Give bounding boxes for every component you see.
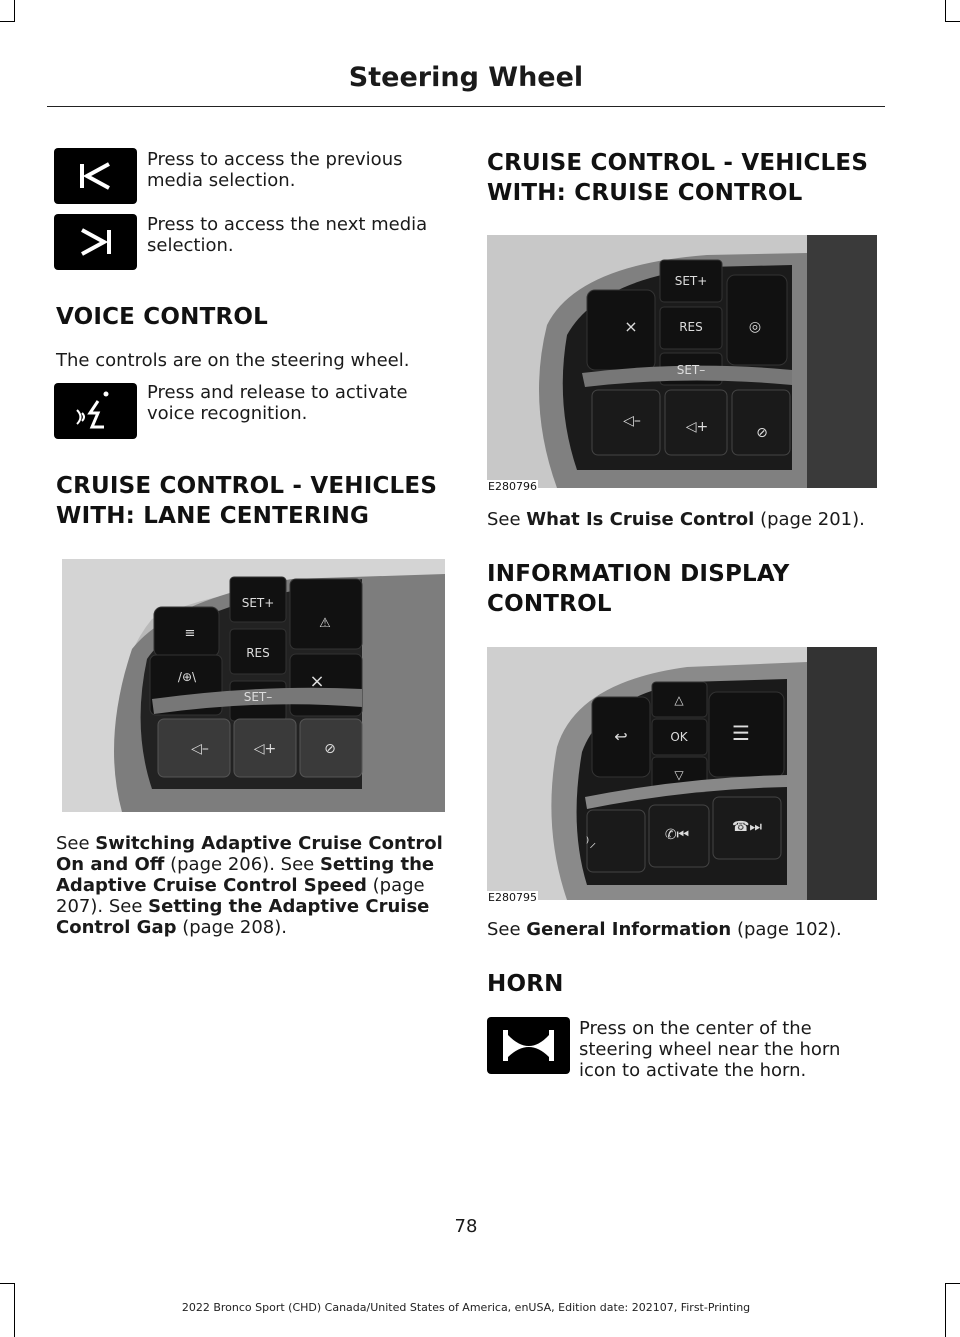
crop-mark — [945, 21, 960, 22]
switching-acc-link[interactable]: Switching Adaptive Cruise Control On and Off — [56, 833, 443, 875]
page-ref: (page 102). — [731, 919, 842, 940]
see-text: See — [108, 896, 149, 917]
page-ref: (page 201). — [754, 509, 865, 530]
horn-description: Press on the center of the steering wheel near the horn icon to activate the horn. — [579, 1018, 841, 1081]
svg-text:SET–: SET– — [243, 690, 273, 704]
crop-mark — [0, 21, 15, 22]
svg-text:↩: ↩ — [614, 727, 628, 746]
page-ref: (page 208). — [176, 917, 288, 938]
svg-text:▽: ▽ — [674, 768, 684, 782]
svg-text:⊘: ⊘ — [756, 425, 768, 441]
svg-text:⁾⸝: ⁾⸝ — [585, 835, 597, 851]
horn-icon — [487, 1017, 570, 1074]
svg-text:SET+: SET+ — [241, 596, 275, 610]
lane-centering-references — [56, 833, 448, 938]
svg-text:◁+: ◁+ — [253, 741, 277, 757]
info-display-heading-line1: INFORMATION DISPLAY — [487, 561, 790, 587]
svg-text:◁–: ◁– — [623, 413, 641, 429]
document-footer: 2022 Bronco Sport (CHD) Canada/United States of America, enUSA, Edition date: 202107, First-Printing — [181, 1301, 751, 1314]
cruise-control-heading-line2: WITH: CRUISE CONTROL — [487, 180, 803, 206]
voice-control-heading: VOICE CONTROL — [56, 304, 268, 330]
svg-text:☎⏭: ☎⏭ — [731, 819, 763, 835]
page-ref: (page 206). — [164, 854, 275, 875]
next-media-description: Press to access the next media selection. — [147, 214, 428, 256]
what-is-cruise-control-link[interactable]: What Is Cruise Control — [526, 509, 755, 530]
lane-centering-controls-figure — [62, 559, 445, 812]
info-display-controls-figure — [487, 647, 877, 900]
crop-mark — [945, 0, 946, 22]
voice-control-intro: The controls are on the steering wheel. — [56, 350, 410, 371]
see-text: See — [487, 919, 527, 940]
info-figure-code: E280795 — [488, 891, 537, 904]
previous-media-description: Press to access the previous media selection. — [147, 149, 403, 191]
cruise-control-reference — [487, 509, 887, 530]
svg-text:×: × — [624, 317, 638, 336]
svg-text:△: △ — [674, 693, 684, 707]
horn-heading: HORN — [487, 971, 564, 997]
cruise-control-heading-line1: CRUISE CONTROL - VEHICLES — [487, 150, 869, 176]
see-text: See — [487, 509, 527, 530]
svg-text:⊘: ⊘ — [324, 741, 336, 757]
svg-text:RES: RES — [246, 646, 270, 660]
svg-text:RES: RES — [679, 320, 703, 334]
crop-mark — [945, 1283, 960, 1284]
svg-text:✆⏮: ✆⏮ — [664, 827, 690, 843]
cruise-control-figure — [487, 235, 877, 488]
see-text: See — [280, 854, 320, 875]
see-text: See — [56, 833, 96, 854]
page-title: Steering Wheel — [348, 62, 584, 93]
lane-centering-heading-line1: CRUISE CONTROL - VEHICLES — [56, 473, 438, 499]
cruise-figure-code: E280796 — [488, 480, 537, 493]
svg-text:≡: ≡ — [184, 626, 196, 641]
svg-text:◁+: ◁+ — [685, 419, 709, 435]
crop-mark — [0, 1283, 15, 1284]
setting-acc-gap-link[interactable]: Setting the Adaptive Cruise Control Gap — [56, 896, 430, 938]
svg-text:◎: ◎ — [748, 319, 762, 335]
info-display-reference — [487, 919, 887, 940]
svg-text:/⊕\: /⊕\ — [177, 670, 197, 684]
info-display-heading-line2: CONTROL — [487, 591, 612, 617]
page-number: 78 — [454, 1216, 478, 1237]
svg-text:OK: OK — [670, 730, 688, 744]
lane-centering-heading-line2: WITH: LANE CENTERING — [56, 503, 370, 529]
svg-text:◁–: ◁– — [191, 741, 209, 757]
crop-mark — [14, 0, 15, 22]
previous-track-icon — [54, 148, 137, 204]
svg-text:SET–: SET– — [676, 363, 706, 377]
voice-description: Press and release to activate voice recognition. — [147, 382, 408, 424]
svg-text:☰: ☰ — [732, 721, 750, 745]
header-divider — [47, 106, 885, 107]
page-ref: (page 207). — [56, 875, 425, 917]
general-information-link[interactable]: General Information — [526, 919, 732, 940]
crop-mark — [945, 1283, 946, 1337]
svg-text:SET+: SET+ — [674, 274, 708, 288]
next-track-icon — [54, 214, 137, 270]
svg-text:×: × — [309, 671, 325, 692]
voice-recognition-icon — [54, 383, 137, 439]
setting-acc-speed-link[interactable]: Setting the Adaptive Cruise Control Speed — [56, 854, 435, 896]
svg-text:⚠: ⚠ — [319, 616, 331, 631]
